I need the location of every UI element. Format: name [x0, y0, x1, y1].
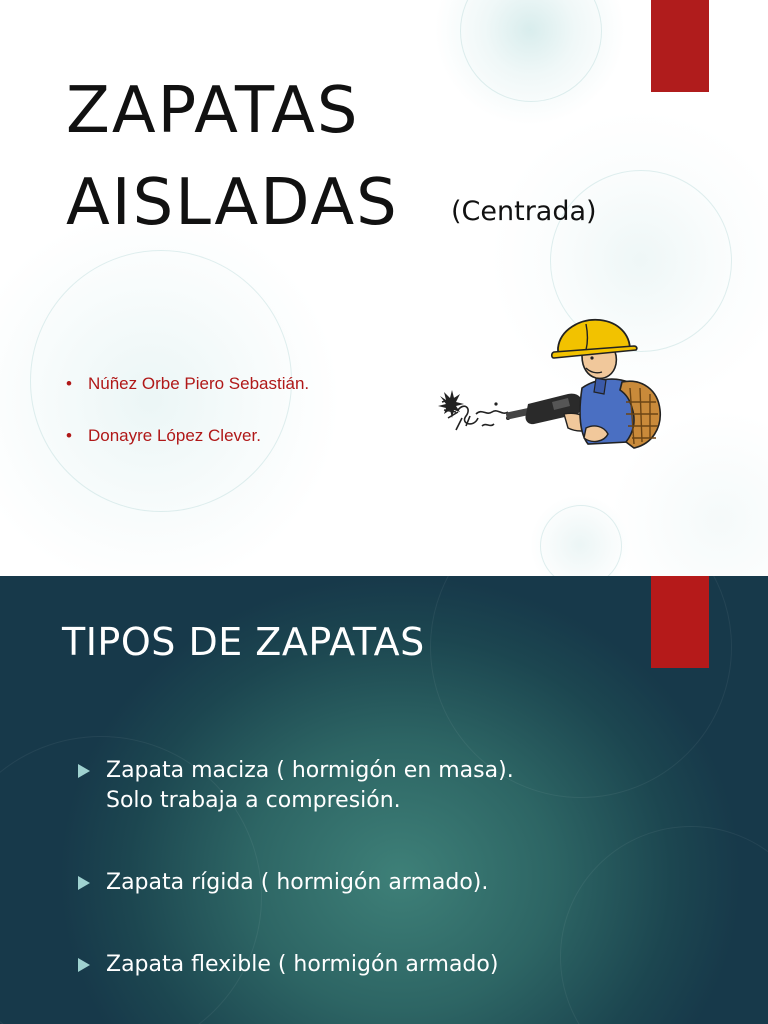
subtitle: (Centrada): [451, 196, 597, 227]
title-line-2: AISLADAS: [66, 166, 399, 240]
section-title: TIPOS DE ZAPATAS: [62, 620, 425, 664]
list-item-text: Zapata flexible ( hormigón armado): [106, 952, 499, 977]
list-item-text: Zapata maciza ( hormigón en masa).: [106, 758, 514, 783]
author-item: [66, 426, 261, 446]
author-name: Donayre López Clever.: [88, 426, 261, 445]
decorative-circle: [460, 0, 602, 102]
triangle-bullet-icon: [78, 958, 90, 972]
title-line-1: ZAPATAS: [66, 74, 360, 148]
bullet-dot: •: [66, 374, 72, 393]
bullet-dot: •: [66, 426, 72, 445]
author-item: [66, 374, 309, 394]
accent-tab: [651, 0, 709, 92]
accent-tab: [651, 576, 709, 668]
decorative-circle: [540, 505, 622, 576]
triangle-bullet-icon: [78, 764, 90, 778]
triangle-bullet-icon: [78, 876, 90, 890]
content-slide: [0, 576, 768, 1024]
construction-worker-drill-icon: [436, 318, 668, 456]
list-item-text: Zapata rígida ( hormigón armado).: [106, 870, 489, 895]
list-item-text-continued: Solo trabaja a compresión.: [106, 788, 401, 813]
decorative-circle: [560, 826, 768, 1024]
author-name: Núñez Orbe Piero Sebastián.: [88, 374, 310, 393]
